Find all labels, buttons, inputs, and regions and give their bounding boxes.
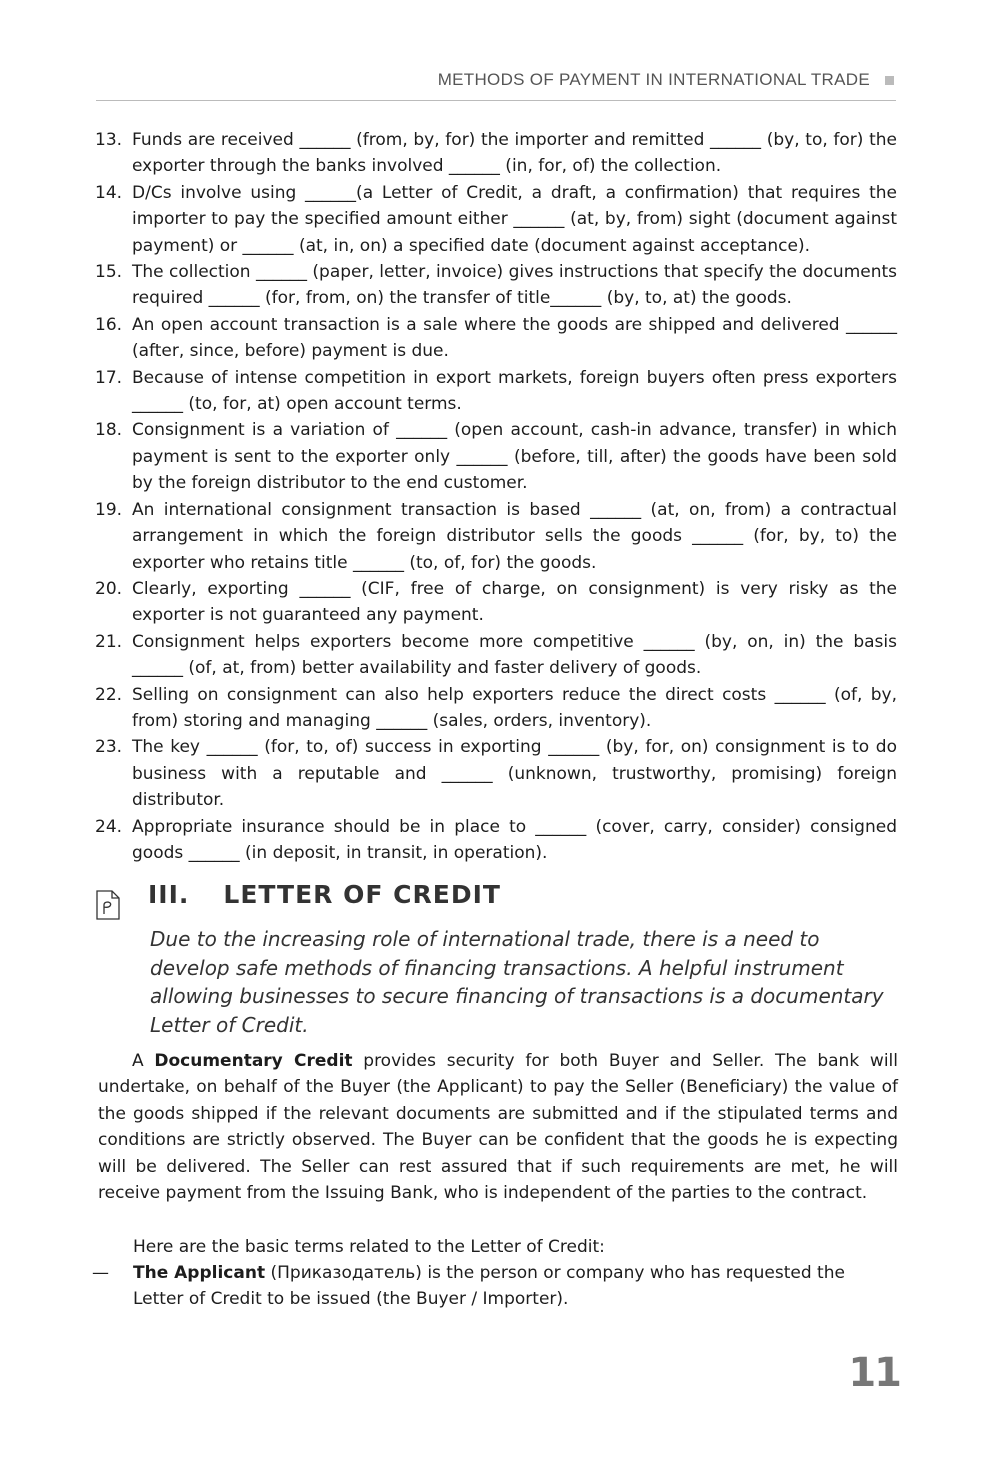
section-number: III. [148, 880, 190, 909]
term-name: The Applicant [133, 1263, 266, 1283]
item-number: 17. [95, 367, 123, 388]
exercise-item [95, 629, 897, 682]
exercise-item [95, 312, 897, 365]
item-number: 19. [95, 499, 123, 520]
exercise-item [95, 734, 897, 813]
item-text: Appropriate insurance should be in place to ______ (cover, carry, consider) consigned goods ______ (in deposit, in transit, in operation). [132, 816, 897, 863]
section-title-text: LETTER OF CREDIT [223, 880, 501, 909]
header-title: METHODS OF PAYMENT IN INTERNATIONAL TRADE [437, 70, 870, 89]
exercise-item [95, 259, 897, 312]
document-icon [96, 890, 120, 920]
section-lead: Due to the increasing role of international trade, there is a need to develop safe methods of financing transactions. A helpful instrument allowing businesses to secure financing of transactions is a documentary Letter of Credit. [150, 927, 884, 1038]
item-text: Clearly, exporting ______ (CIF, free of charge, on consignment) is very risky as the exporter is not guaranteed any payment. [132, 578, 897, 626]
item-number: 21. [95, 631, 123, 652]
item-text: Consignment is a variation of ______ (open account, cash-in advance, transfer) in which payment is sent to the exporter only ______ (before, till, after) the goods have been sold by the foreign distributor to the end customer. [132, 420, 897, 494]
item-text: Selling on consignment can also help exporters reduce the direct costs ______ (of, by, from) storing and managing ______ (sales, orders, inventory). [132, 684, 897, 731]
exercise-item [95, 417, 897, 496]
header-square-marker [885, 76, 894, 85]
item-text: The collection ______ (paper, letter, invoice) gives instructions that specify the documents required ______ (for, from, on) the transfer of title______ (by, to, at) the goods. [132, 262, 898, 309]
item-number: 23. [95, 737, 123, 758]
item-text: An open account transaction is a sale where the goods are shipped and delivered ______ (after, since, before) payment is due. [132, 314, 897, 362]
page-number: 11 [848, 1350, 900, 1396]
item-number: 20. [95, 578, 123, 599]
item-number: 18. [95, 420, 123, 441]
exercise-item [95, 682, 897, 735]
item-text: An international consignment transaction is based ______ (at, on, from) a contractual arrangement in which the foreign distributor sells the goods ______ (for, by, to) the exporter who retains title ______ (to, of, for) the goods. [132, 499, 897, 573]
item-number: 24. [95, 816, 123, 837]
exercise-item [95, 497, 897, 576]
item-text: Consignment helps exporters become more competitive ______ (by, on, in) the basis ______ (of, at, from) better availability and faster delivery of goods. [132, 631, 897, 679]
item-number: 15. [95, 262, 123, 283]
exercise-item [95, 814, 897, 867]
item-text: The key ______ (for, to, of) success in exporting ______ (by, for, on) consignment is to do business with a reputable and ______ (unknown, trustworthy, promising) foreign distributor. [132, 737, 897, 811]
running-header [96, 70, 896, 101]
item-number: 22. [95, 684, 123, 705]
exercise-item [95, 180, 897, 259]
item-text: Because of intense competition in export markets, foreign buyers often press exporters ______ (to, for, at) open account terms. [132, 367, 897, 415]
exercise-list [95, 127, 897, 866]
item-text: D/Cs involve using ______(a Letter of Credit, a draft, a confirmation) that requires the importer to pay the specified amount either ______ (at, by, from) sight (document against payment) or ______ (at, in, on) a specified date (document against acceptance). [132, 182, 897, 256]
term-dash: — [92, 1263, 109, 1283]
item-number: 16. [95, 314, 123, 335]
para-bold-term: Documentary Credit [154, 1051, 353, 1071]
body-paragraph [98, 1048, 898, 1206]
para-text: A [132, 1051, 155, 1071]
term-definition: (Приказодатель) is the person or company who has requested the Letter of Credit to be issued (the Buyer / Importer). [133, 1263, 845, 1310]
exercise-item [95, 365, 897, 418]
item-number: 14. [95, 182, 123, 203]
item-number: 13. [95, 130, 123, 150]
exercise-item [95, 576, 897, 629]
section-title [148, 880, 501, 909]
exercise-item [95, 127, 897, 180]
item-text: Funds are received ______ (from, by, for) the importer and remitted ______ (by, to, for) the exporter through the banks involved ______ (in, for, of) the collection. [132, 130, 897, 177]
terms-intro: Here are the basic terms related to the Letter of Credit: [133, 1237, 605, 1257]
para-text: provides security for both Buyer and Seller. The bank will undertake, on behalf of the Buyer (the Applicant) to pay the Seller (Beneficiary) the value of the goods shipped if the relevant documents are submitted and if the stipulated terms and conditions are strictly observed. The Buyer can be confident that the goods he is expecting will be delivered. The Seller can rest assured that if such requirements are met, he will receive payment from the Issuing Bank, who is independent of the parties to the contract. [98, 1051, 898, 1204]
term-item [92, 1260, 898, 1313]
